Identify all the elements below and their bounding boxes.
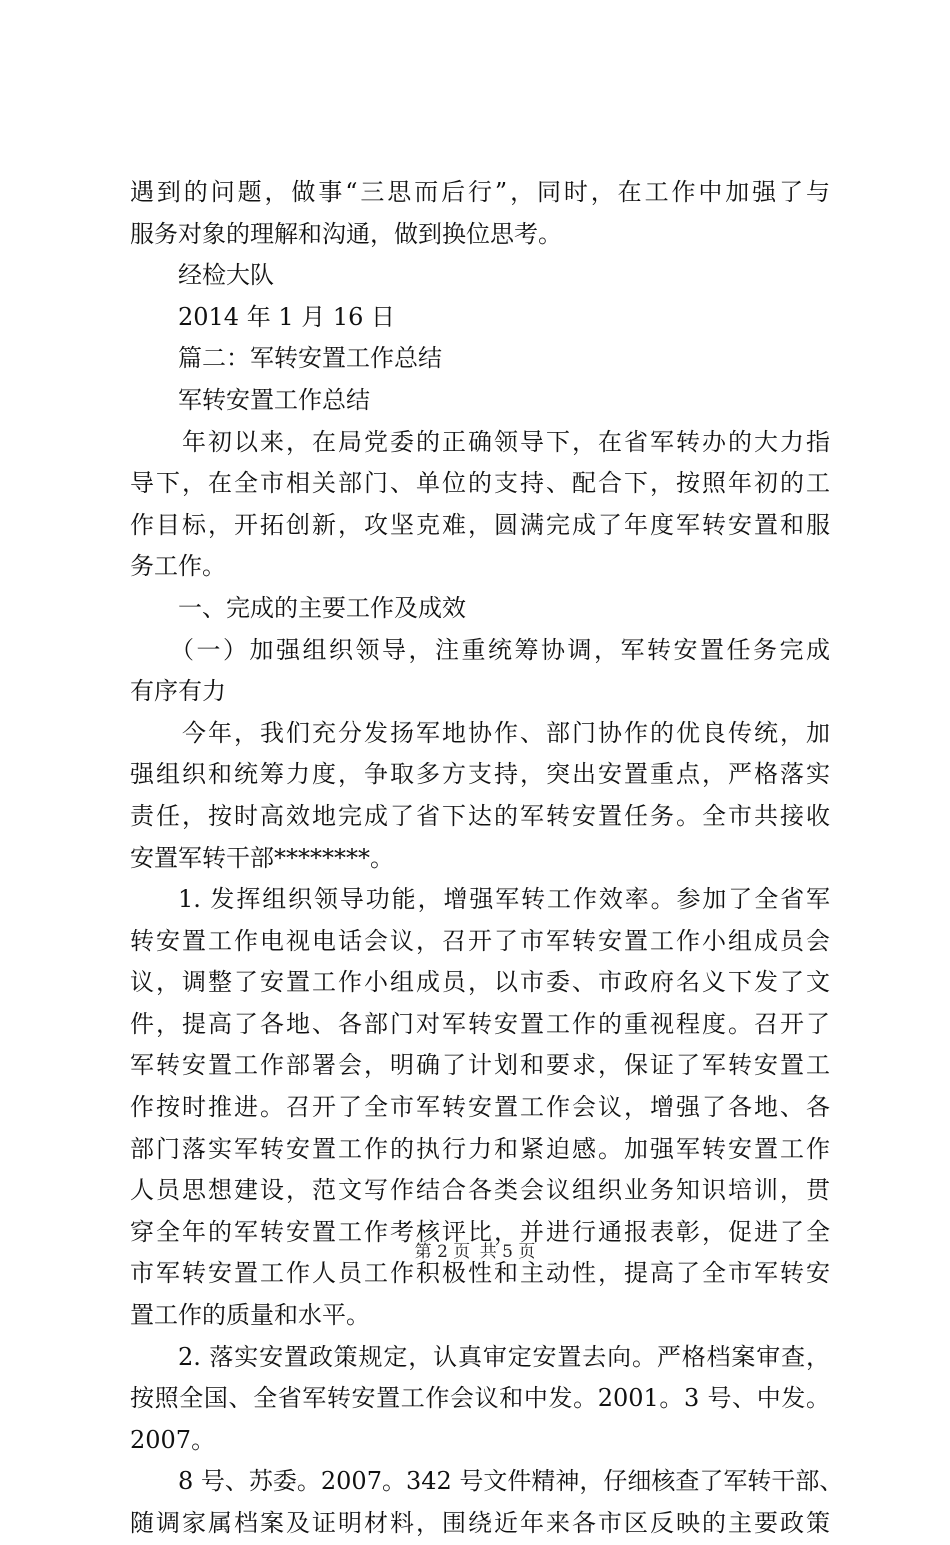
paragraph-line: 1. 发挥组织领导功能，增强军转工作效率。参加了全省军 bbox=[178, 885, 830, 914]
paragraph-line: 2007。 bbox=[130, 1425, 216, 1454]
section-heading: 篇二：军转安置工作总结 bbox=[178, 344, 442, 373]
paragraph-line: 务工作。 bbox=[130, 552, 226, 581]
paragraph-line: 市军转安置工作人员工作积极性和主动性，提高了全市军转安 bbox=[130, 1259, 830, 1288]
paragraph-line: 安置军转干部********。 bbox=[130, 843, 394, 872]
paragraph-line: 按照全国、全省军转安置工作会议和中发。2001。3 号、中发。 bbox=[130, 1384, 830, 1413]
page-number: 第 2 页 bbox=[414, 1242, 471, 1262]
paragraph-line: 转安置工作电视电话会议，召开了市军转安置工作小组成员会 bbox=[130, 926, 830, 955]
page-footer bbox=[0, 1240, 950, 1264]
paragraph-line: 件，提高了各地、各部门对军转安置工作的重视程度。召开了 bbox=[130, 1009, 830, 1038]
paragraph-line: 强组织和统筹力度，争取多方支持，突出安置重点，严格落实 bbox=[130, 760, 830, 789]
paragraph-line: 议，调整了安置工作小组成员，以市委、市政府名义下发了文 bbox=[130, 968, 830, 997]
paragraph-line: 2. 落实安置政策规定，认真审定安置去向。严格档案审查， bbox=[178, 1342, 830, 1371]
paragraph-line: 年初以来，在局党委的正确领导下，在省军转办的大力指 bbox=[182, 427, 830, 456]
paragraph-line: 今年，我们充分发扬军地协作、部门协作的优良传统，加 bbox=[182, 718, 830, 747]
paragraph-line: 责任，按时高效地完成了省下达的军转安置任务。全市共接收 bbox=[130, 801, 830, 830]
subsection-heading: （一）加强组织领导，注重统筹协调，军转安置任务完成 bbox=[170, 635, 830, 664]
paragraph-line: 军转安置工作部署会，明确了计划和要求，保证了军转安置工 bbox=[130, 1051, 830, 1080]
paragraph-line: 导下，在全市相关部门、单位的支持、配合下，按照年初的工 bbox=[130, 469, 830, 498]
paragraph-line: 置工作的质量和水平。 bbox=[130, 1301, 370, 1330]
signature-org: 经检大队 bbox=[178, 261, 274, 290]
paragraph-line: 穿全年的军转安置工作考核评比，并进行通报表彰，促进了全 bbox=[130, 1217, 830, 1246]
paragraph-line: 作目标，开拓创新，攻坚克难，圆满完成了年度军转安置和服 bbox=[130, 510, 830, 539]
signature-date: 2014 年 1 月 16 日 bbox=[178, 302, 396, 331]
page-total: 共 5 页 bbox=[479, 1242, 536, 1262]
paragraph-line: 部门落实军转安置工作的执行力和紧迫感。加强军转安置工作 bbox=[130, 1134, 830, 1163]
section-heading: 一、完成的主要工作及成效 bbox=[178, 593, 466, 622]
document-body bbox=[130, 172, 844, 1545]
paragraph-line: 随调家属档案及证明材料，围绕近年来各市区反映的主要政策 bbox=[130, 1509, 830, 1537]
paragraph-line: 人员思想建设，范文写作结合各类会议组织业务知识培训，贯 bbox=[130, 1176, 830, 1205]
paragraph-line: 8 号、苏委。2007。342 号文件精神，仔细核查了军转干部、 bbox=[178, 1467, 844, 1496]
paragraph-line: 遇到的问题，做事“三思而后行”，同时，在工作中加强了与 bbox=[130, 178, 830, 206]
paragraph-line: 服务对象的理解和沟通，做到换位思考。 bbox=[130, 219, 562, 248]
document-title: 军转安置工作总结 bbox=[178, 385, 370, 414]
paragraph-line: 作按时推进。召开了全市军转安置工作会议，增强了各地、各 bbox=[130, 1093, 830, 1122]
subsection-heading: 有序有力 bbox=[130, 677, 226, 706]
